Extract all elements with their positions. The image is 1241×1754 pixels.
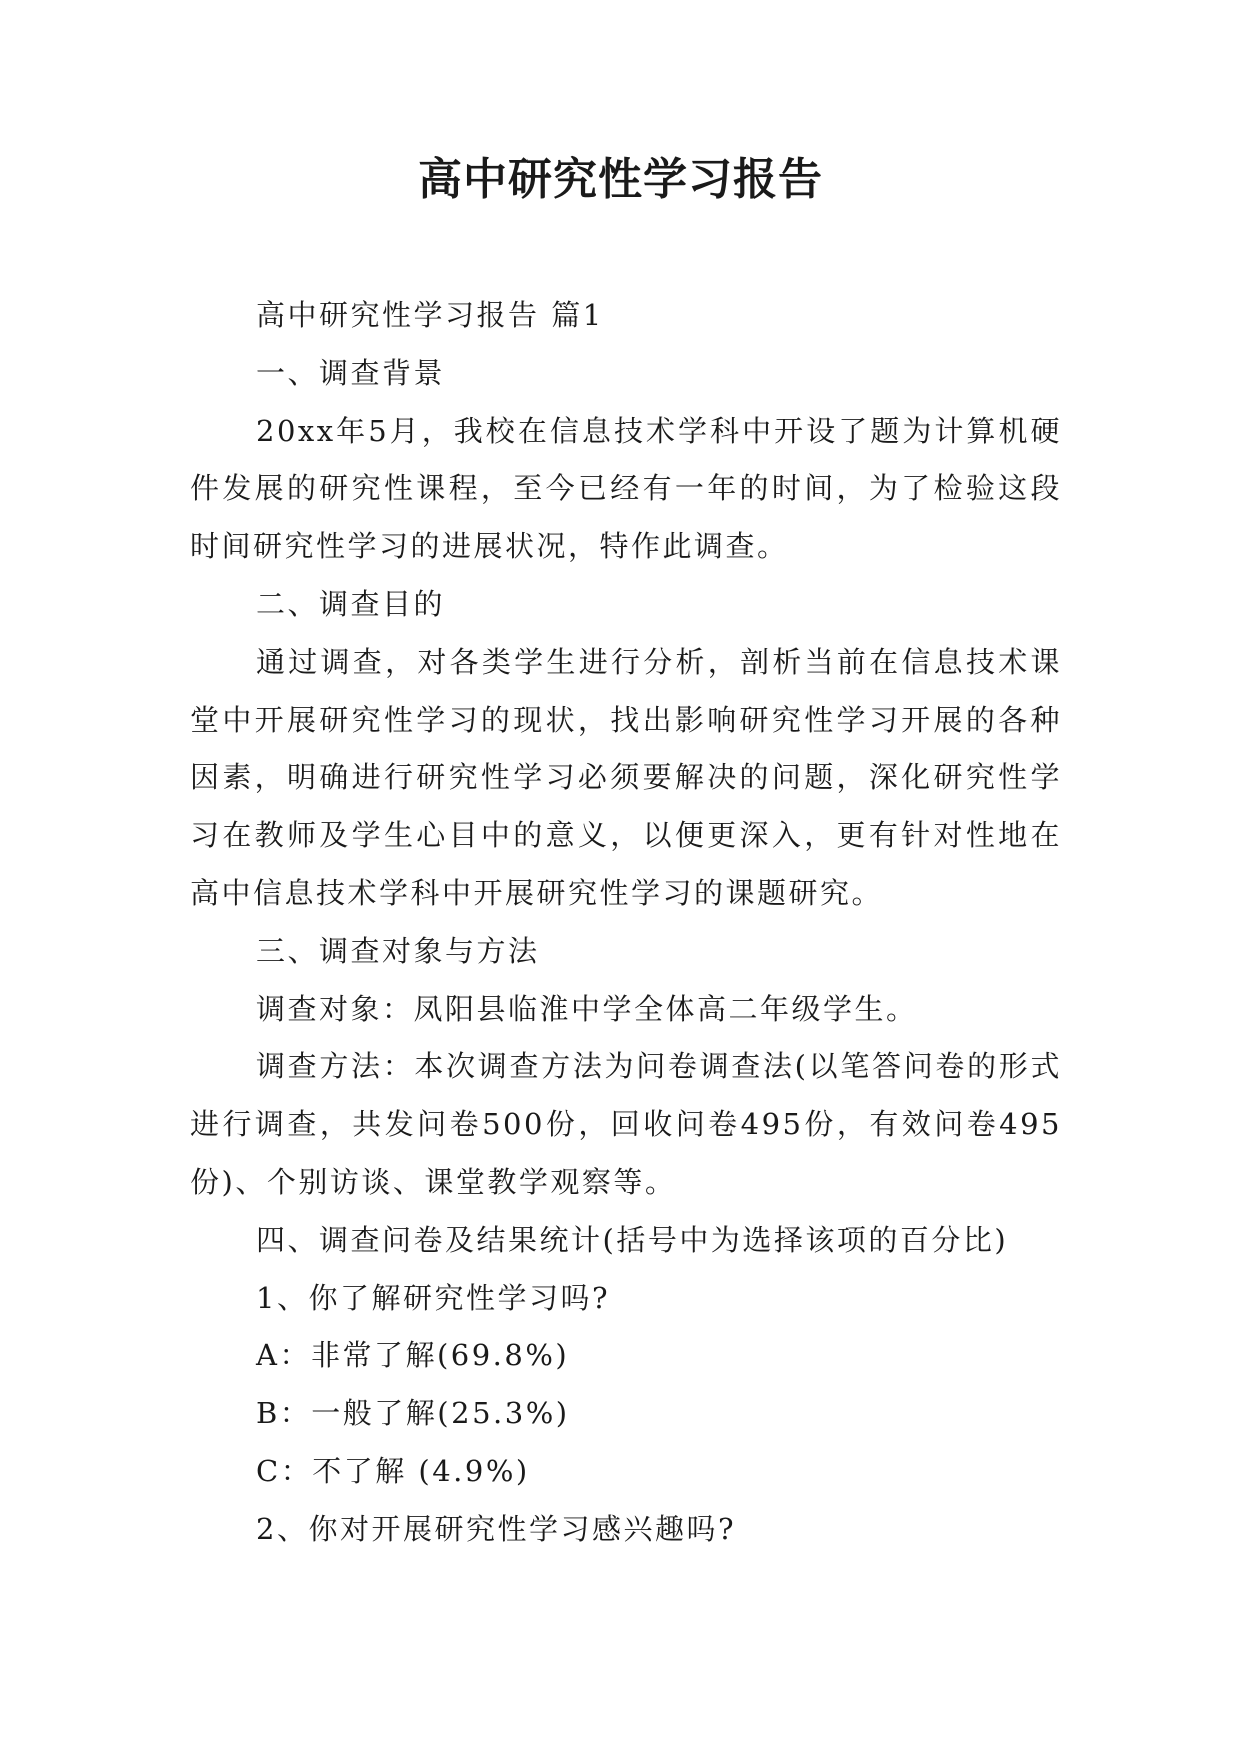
section-heading: 二、调查目的 — [256, 586, 446, 621]
body-paragraph: 调查方法：本次调查方法为问卷调查法(以笔答问卷的形式进行调查，共发问卷500份，回收问卷495份，有效问卷495份)、个别访谈、课堂教学观察等。 — [190, 1049, 1062, 1199]
survey-question: 2、你对开展研究性学习感兴趣吗? — [256, 1511, 736, 1546]
document-body — [190, 287, 1062, 1559]
survey-option: A：非常了解(69.8%) — [256, 1338, 570, 1373]
section-heading: 一、调查背景 — [256, 355, 446, 390]
document-title: 高中研究性学习报告 — [418, 154, 823, 205]
section-heading: 三、调查对象与方法 — [256, 933, 540, 968]
section-heading: 高中研究性学习报告 篇1 — [256, 298, 604, 332]
survey-option: C：不了解 (4.9%) — [256, 1453, 530, 1488]
body-paragraph: 调查对象：凤阳县临淮中学全体高二年级学生。 — [256, 991, 918, 1026]
body-paragraph: 通过调查，对各类学生进行分析，剖析当前在信息技术课堂中开展研究性学习的现状，找出影响研究性学习开展的各种因素，明确进行研究性学习必须要解决的问题，深化研究性学习在教师及学生心目中的意义，以便更深入，更有针对性地在高中信息技术学科中开展研究性学习的课题研究。 — [190, 644, 1062, 910]
section-heading: 四、调查问卷及结果统计(括号中为选择该项的百分比) — [256, 1222, 1009, 1257]
body-paragraph: 20xx年5月，我校在信息技术学科中开设了题为计算机硬件发展的研究性课程，至今已经有一年的时间，为了检验这段时间研究性学习的进展状况，特作此调查。 — [190, 413, 1062, 564]
survey-option: B：一般了解(25.3%) — [256, 1396, 570, 1431]
survey-question: 1、你了解研究性学习吗? — [256, 1280, 610, 1315]
